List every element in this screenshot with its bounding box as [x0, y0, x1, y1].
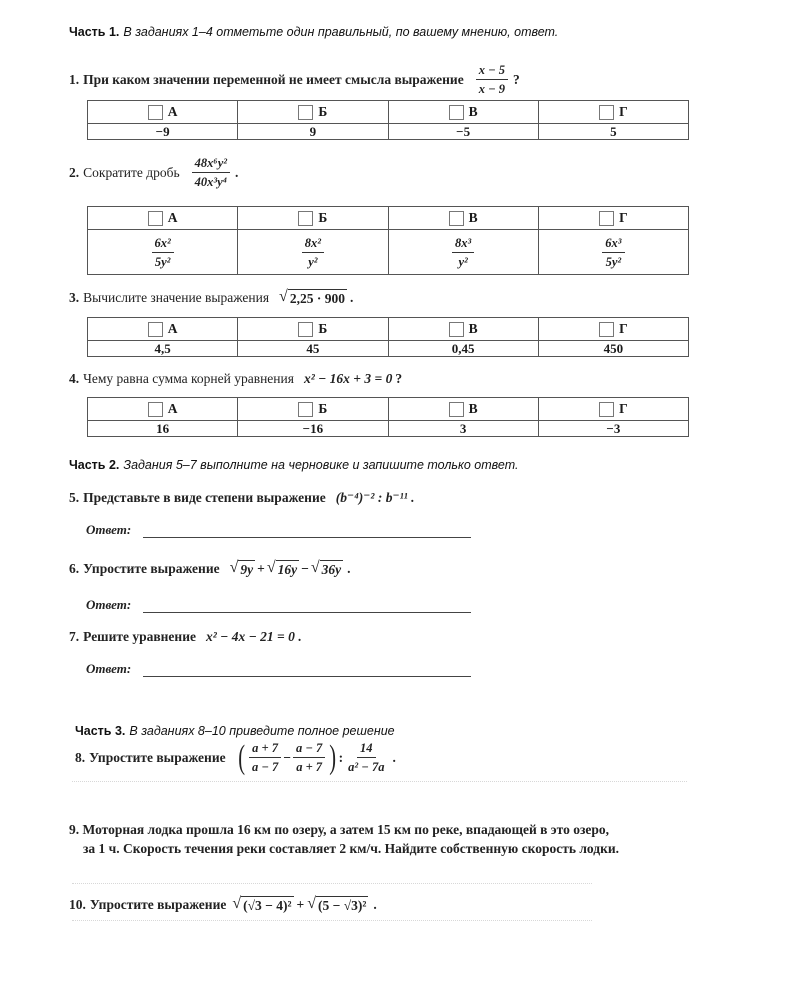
question-end: .: [297, 629, 302, 644]
question-number: 8.: [75, 749, 86, 765]
question-number: 1.: [69, 71, 80, 87]
numerator: 14: [357, 740, 376, 758]
option-value: −5: [388, 124, 538, 140]
option-v[interactable]: [388, 318, 538, 341]
radicand: (√3 − 4)²: [243, 898, 292, 913]
checkbox[interactable]: [148, 211, 163, 226]
question-end: .: [373, 896, 377, 912]
question-end: .: [235, 164, 239, 180]
option-letter: Б: [318, 104, 328, 120]
question-text: Чему равна сумма корней уравнения: [83, 371, 294, 386]
checkbox[interactable]: [298, 402, 313, 417]
left-paren: (: [237, 738, 245, 776]
option-g[interactable]: [538, 398, 688, 421]
option-value: 4,5: [88, 341, 238, 357]
question-number: 6.: [69, 560, 80, 576]
option-a[interactable]: [88, 101, 238, 124]
option-letter: А: [167, 401, 178, 417]
option-b[interactable]: [238, 398, 388, 421]
question-6: [69, 559, 350, 578]
radicand: 9y: [240, 562, 254, 577]
numerator: x − 5: [476, 62, 508, 80]
question-end: .: [349, 289, 354, 305]
checkbox[interactable]: [449, 402, 464, 417]
square-root: [307, 895, 368, 914]
option-b[interactable]: [238, 207, 388, 230]
part3-instruction: В заданиях 8–10 приведите полное решение: [129, 724, 395, 738]
question-text: Сократите дробь: [83, 164, 180, 180]
question-end: .: [347, 560, 351, 576]
question-10: [69, 895, 377, 914]
minus-sign: −: [283, 749, 291, 765]
part1-label: Часть 1.: [69, 25, 120, 39]
option-v[interactable]: [388, 101, 538, 124]
right-paren: ): [329, 738, 337, 776]
radical-sign: √: [307, 895, 317, 912]
question-number: 7.: [69, 629, 80, 644]
part1-header: [69, 25, 558, 39]
question-9-line2: за 1 ч. Скорость течения реки составляет 2 км/ч. Найдите собственную скорость лодки.: [83, 841, 620, 856]
question-text: Упростите выражение: [89, 896, 227, 912]
numerator: 8x²: [302, 235, 324, 253]
option-value: 9: [238, 124, 388, 140]
division-sign: :: [338, 749, 344, 765]
expression: [304, 371, 402, 387]
answer-label: Ответ:: [86, 522, 132, 537]
radical-sign: √: [310, 559, 320, 576]
question-9: [69, 822, 619, 857]
fraction: [249, 740, 281, 775]
numerator: 6x²: [152, 235, 174, 253]
answer-label: Ответ:: [86, 597, 132, 612]
checkbox[interactable]: [298, 322, 313, 337]
fraction: [602, 235, 624, 270]
answer-field-q6[interactable]: [143, 611, 471, 613]
question-text: Вычислите значение выражения: [83, 289, 270, 305]
answer-label: Ответ:: [86, 661, 132, 676]
option-g[interactable]: [538, 101, 688, 124]
option-b[interactable]: [238, 101, 388, 124]
question-number: 4.: [69, 371, 80, 386]
checkbox[interactable]: [599, 211, 614, 226]
option-value: −9: [88, 124, 238, 140]
checkbox[interactable]: [298, 211, 313, 226]
denominator: y²: [308, 254, 318, 269]
checkbox[interactable]: [148, 105, 163, 120]
plus-sign: +: [296, 896, 305, 912]
option-letter: Г: [619, 104, 628, 120]
question-3: [69, 288, 353, 307]
question-text: Представьте в виде степени выражение: [83, 490, 326, 505]
part2-instruction: Задания 5–7 выполните на черновике и запишите только ответ.: [123, 458, 519, 472]
question-number: 2.: [69, 164, 80, 180]
solution-separator: [72, 781, 687, 782]
plus-sign: +: [257, 560, 265, 576]
checkbox[interactable]: [148, 322, 163, 337]
option-letter: Б: [318, 210, 328, 226]
fraction: [293, 740, 325, 775]
question-5: [69, 490, 414, 506]
option-v[interactable]: [388, 398, 538, 421]
numerator: 8x³: [452, 235, 474, 253]
question-text: Решите уравнение: [83, 629, 196, 644]
numerator: 48x⁶y²: [192, 155, 230, 173]
expression: [232, 895, 376, 914]
options-table-q4: [87, 397, 689, 437]
expression: [190, 155, 239, 190]
question-end: .: [392, 749, 396, 765]
square-root: [230, 559, 256, 578]
option-value: 3: [388, 421, 538, 437]
numerator: a − 7: [293, 740, 325, 758]
question-text: Моторная лодка прошла 16 км по озеру, а затем 15 км по реке, впадающей в это озеро,: [82, 822, 610, 837]
fraction: [152, 235, 174, 270]
part2-label: Часть 2.: [69, 458, 120, 472]
question-text: Упростите выражение: [83, 560, 220, 576]
option-value: −16: [238, 421, 388, 437]
radical-sign: √: [266, 559, 276, 576]
expression: [279, 288, 353, 307]
option-letter: В: [468, 321, 478, 337]
part1-instruction: В заданиях 1–4 отметьте один правильный, по вашему мнению, ответ.: [123, 25, 559, 39]
option-value: 450: [538, 341, 688, 357]
minus-sign: −: [301, 560, 309, 576]
radicand: (5 − √3)²: [318, 898, 367, 913]
numerator: a + 7: [249, 740, 281, 758]
fraction: [345, 740, 387, 775]
fraction: [476, 62, 508, 97]
denominator: y²: [458, 254, 468, 269]
answer-field-q5[interactable]: [143, 536, 471, 538]
radical-sign: √: [232, 895, 242, 912]
question-text: Упростите выражение: [89, 749, 226, 765]
option-a[interactable]: [88, 398, 238, 421]
question-7: [69, 629, 301, 645]
equation: x² − 16x + 3 = 0: [303, 371, 393, 386]
checkbox[interactable]: [599, 322, 614, 337]
option-value: [88, 230, 238, 275]
checkbox[interactable]: [449, 105, 464, 120]
question-number: 9.: [69, 822, 80, 837]
option-a[interactable]: [88, 207, 238, 230]
options-table-q3: [87, 317, 689, 357]
question-end: .: [410, 490, 415, 505]
denominator: a + 7: [296, 760, 323, 774]
expression: [236, 740, 396, 775]
radical-sign: √: [279, 288, 288, 305]
options-table-q1: [87, 100, 689, 140]
solution-separator: [72, 920, 592, 921]
option-letter: Г: [619, 321, 628, 337]
radicand: 16y: [277, 562, 298, 577]
square-root: [279, 288, 347, 307]
square-root: [232, 895, 293, 914]
question-4: [69, 371, 402, 387]
option-a[interactable]: [88, 318, 238, 341]
checkbox[interactable]: [148, 402, 163, 417]
question-number: 5.: [69, 490, 80, 505]
option-b[interactable]: [238, 318, 388, 341]
question-text: При каком значении переменной не имеет смысла выражение: [83, 71, 464, 87]
question-end: ?: [513, 71, 520, 87]
option-letter: А: [167, 104, 178, 120]
denominator: 40x³y⁴: [194, 175, 228, 189]
denominator: x − 9: [478, 82, 506, 96]
option-value: 0,45: [388, 341, 538, 357]
option-value: [538, 230, 688, 275]
fraction: [192, 155, 230, 190]
denominator: a² − 7a: [348, 760, 385, 774]
question-number: 3.: [69, 289, 80, 305]
radicand: 2,25 · 900: [289, 291, 345, 306]
option-letter: А: [167, 210, 178, 226]
solution-separator: [72, 883, 592, 884]
option-letter: В: [468, 104, 478, 120]
option-letter: Г: [619, 401, 628, 417]
option-value: −3: [538, 421, 688, 437]
checkbox[interactable]: [298, 105, 313, 120]
checkbox[interactable]: [599, 402, 614, 417]
part3-label: Часть 3.: [75, 724, 126, 738]
option-g[interactable]: [538, 207, 688, 230]
question-8: [75, 740, 396, 775]
checkbox[interactable]: [449, 322, 464, 337]
question-number: 10.: [69, 896, 86, 912]
denominator: 5y²: [605, 254, 622, 269]
option-letter: Г: [619, 210, 628, 226]
option-letter: В: [468, 401, 478, 417]
radicand: 36y: [321, 562, 342, 577]
option-letter: Б: [318, 321, 328, 337]
equation: x² − 4x − 21 = 0: [205, 629, 295, 644]
option-value: 45: [238, 341, 388, 357]
checkbox[interactable]: [449, 211, 464, 226]
denominator: 5y²: [154, 254, 171, 269]
question-end: ?: [395, 371, 403, 386]
part3-header: [75, 724, 395, 738]
question-9-line1: [69, 822, 619, 838]
power-expression: (b⁻⁴)⁻² : b⁻¹¹: [335, 490, 408, 505]
option-value: [238, 230, 388, 275]
option-value: 5: [538, 124, 688, 140]
option-value: [388, 230, 538, 275]
checkbox[interactable]: [599, 105, 614, 120]
square-root: [267, 559, 299, 578]
denominator: a − 7: [251, 760, 279, 774]
radical-sign: √: [229, 559, 239, 576]
options-table-q2: [87, 206, 689, 275]
option-letter: Б: [318, 401, 328, 417]
question-2: [69, 155, 238, 190]
expression: [336, 490, 414, 506]
answer-field-q7[interactable]: [143, 675, 471, 677]
expression: [206, 629, 301, 645]
option-letter: А: [167, 321, 178, 337]
expression: [230, 559, 351, 578]
square-root: [311, 559, 343, 578]
question-1: [69, 62, 520, 97]
expression: [474, 62, 520, 97]
fraction: [452, 235, 474, 270]
numerator: 6x³: [602, 235, 624, 253]
option-letter: В: [468, 210, 478, 226]
part2-header: [69, 458, 518, 472]
fraction: [302, 235, 324, 270]
option-v[interactable]: [388, 207, 538, 230]
option-value: 16: [88, 421, 238, 437]
option-g[interactable]: [538, 318, 688, 341]
